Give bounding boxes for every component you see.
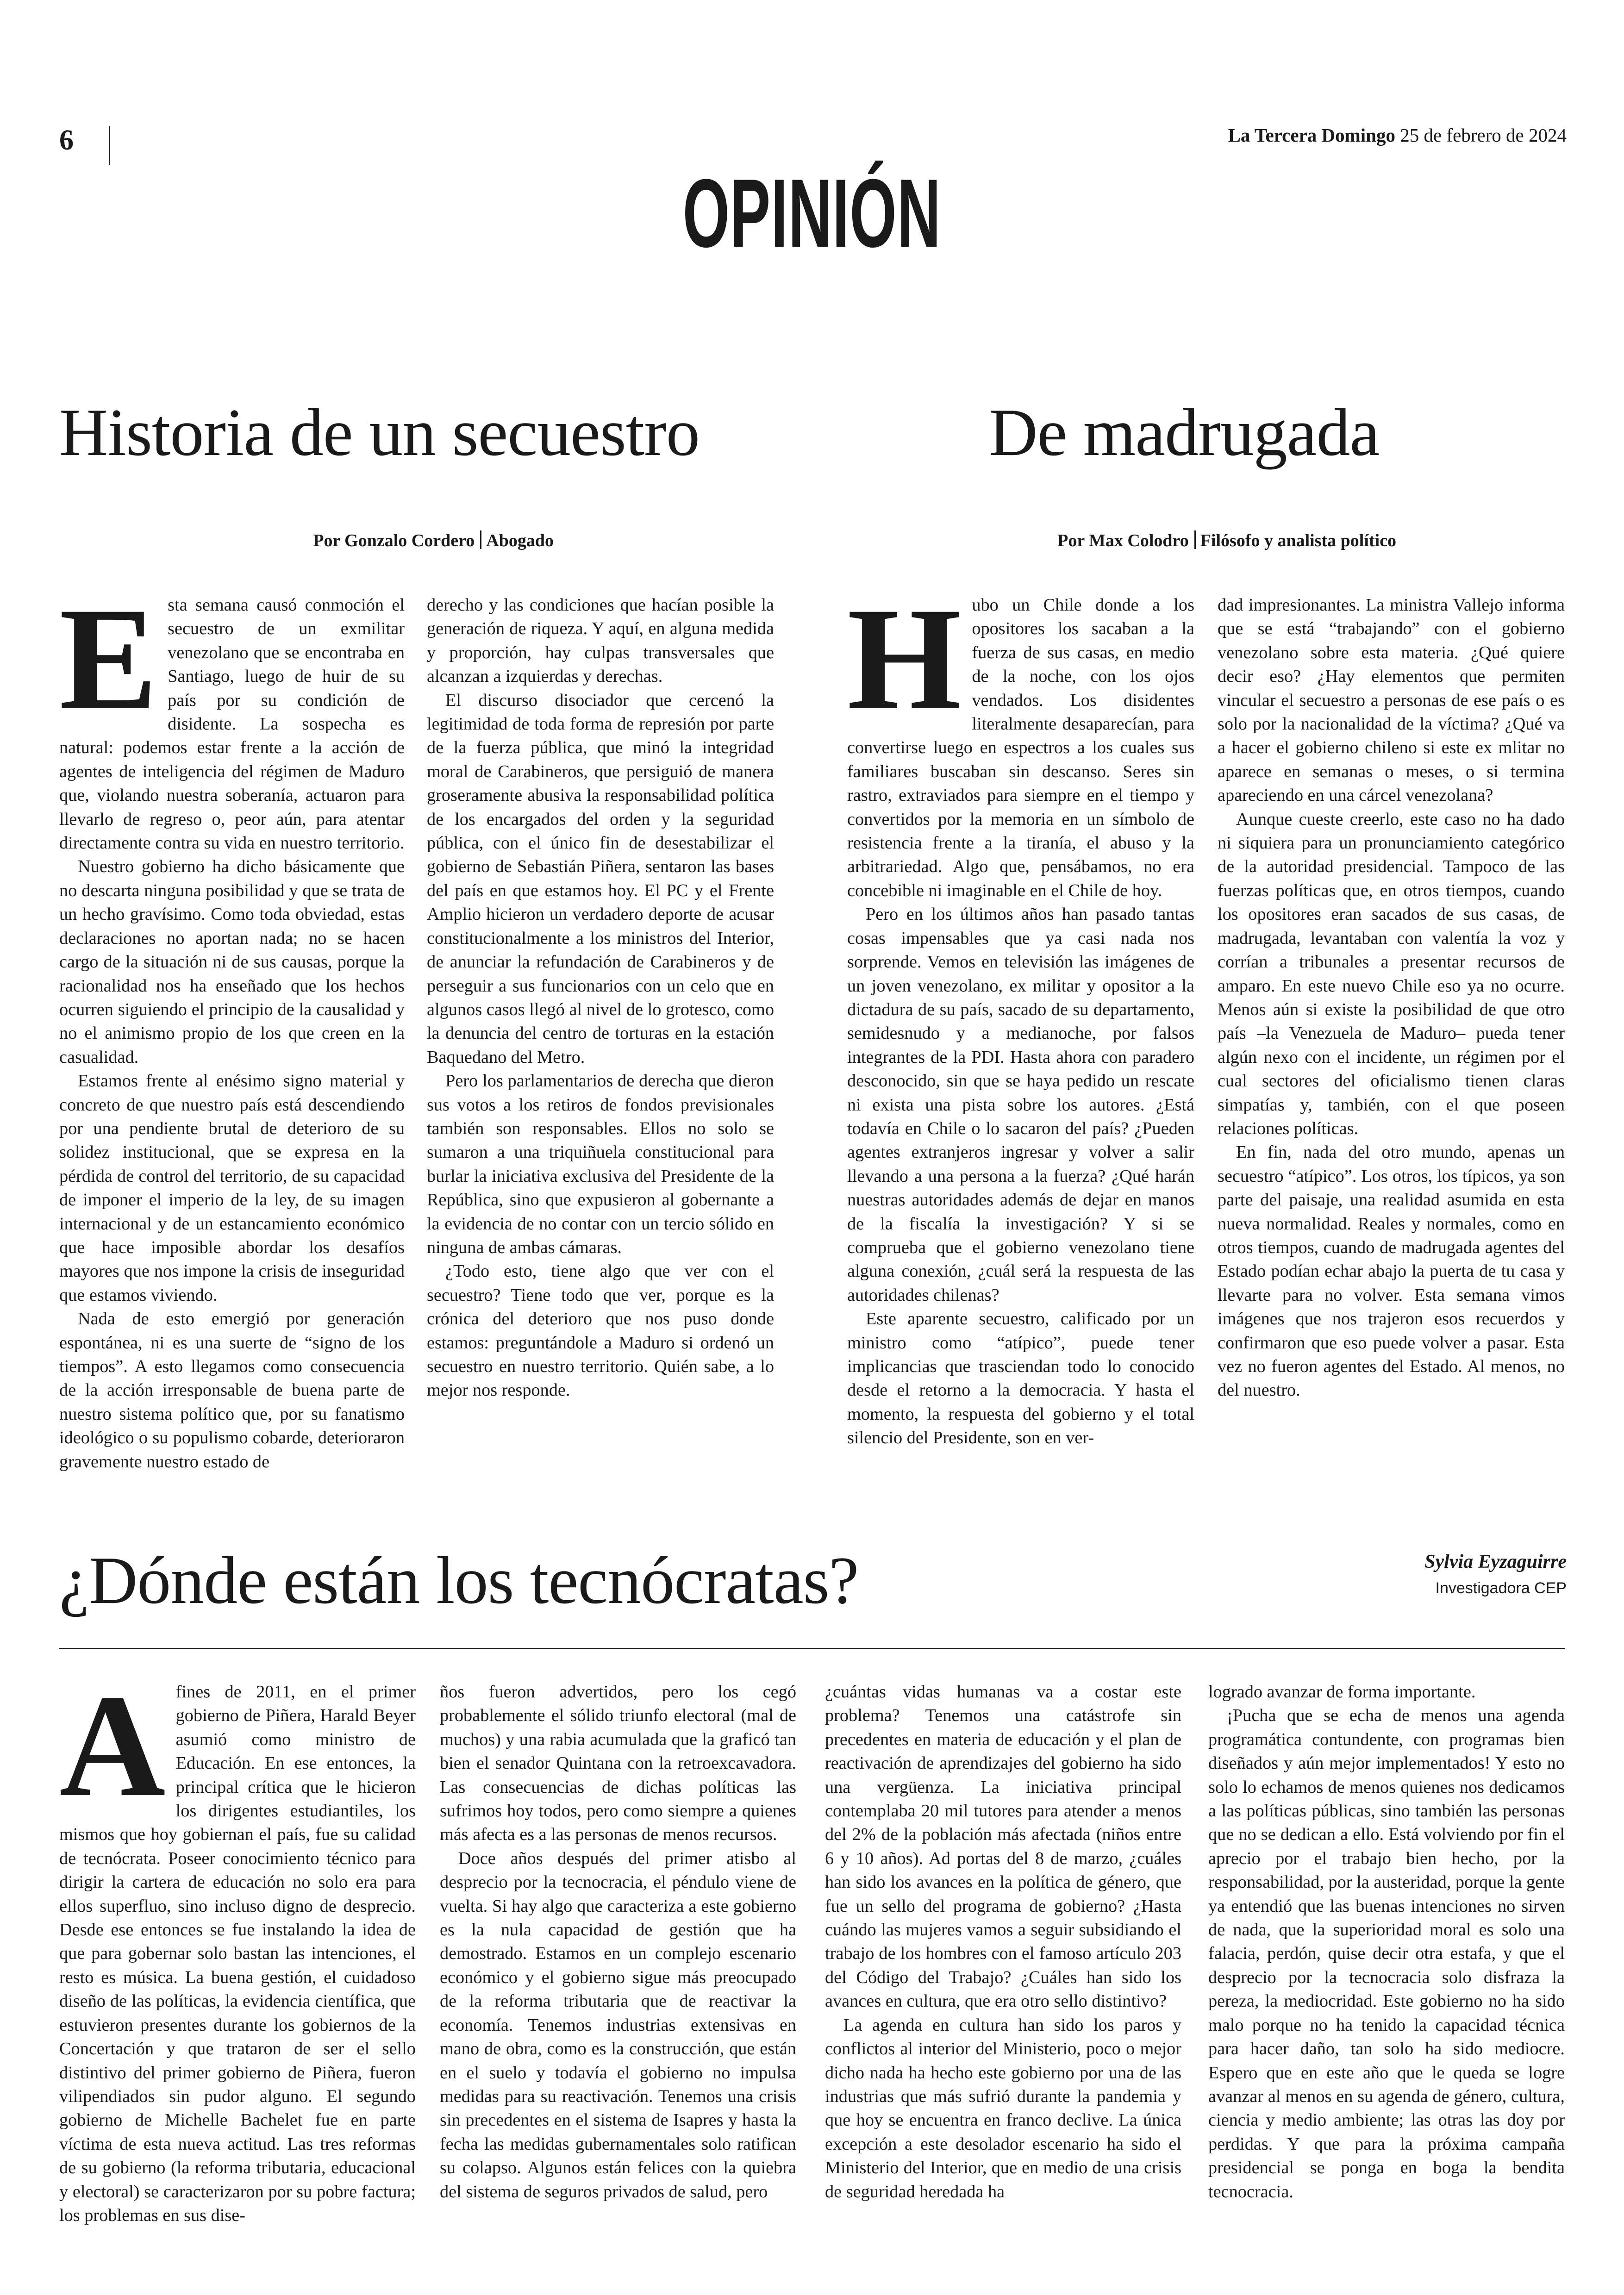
- article2-author: Por Max Colodro: [1057, 531, 1189, 550]
- article2-byline: [1057, 530, 1396, 551]
- paragraph: Nuestro gobierno ha dicho básicamente que no descarta ninguna posibilidad y que se trata de un hecho gravísimo. Como toda obviedad, estas declaraciones no aportan nada; no se hacen cargo de la situación ni de sus causas, porque la racionalidad nos ha enseñado que los hechos ocurren siguiendo el principio de la causalidad y no el animismo propio de los que creen en la casualidad.: [59, 857, 405, 1067]
- paragraph: logrado avanzar de forma importante.: [1208, 1682, 1476, 1702]
- article1-dropcap: E: [59, 577, 158, 740]
- article3-column-3: [825, 1680, 1181, 2199]
- page-number: 6: [59, 125, 74, 156]
- paragraph: En fin, nada del otro mundo, apenas un secuestro “atípico”. Los otros, los típicos, ya son parte del paisaje, una realidad asumida en esta nueva normalidad. Reales y normales, como en otros tiempos, cuando de madrugada agentes del Estado podían echar abajo la puerta de tu casa y llevarte para no volver. Esta semana vimos imágenes que nos trajeron esos recuerdos y confirmaron que eso puede volver a pasar. Esta vez no fueron agentes del Estado. Al menos, no del nuestro.: [1218, 1142, 1565, 1400]
- issue-date: 25 de febrero de 2024: [1400, 125, 1567, 146]
- paragraph: Este aparente secuestro, calificado por un ministro como “atípico”, puede tener implicancias que trasciendan todo lo conocido desde el retorno a la democracia. Y hasta el momento, la respuesta del gobierno y el total silencio del Presidente, son en ver-: [847, 1309, 1194, 1448]
- paragraph: ños fueron advertidos, pero los cegó probablemente el sólido triunfo electoral (mal de muchos) y una rabia acumulada que la graficó tan bien el senador Quintana con la retroexcavadora. Las consecuencias de dichas políticas las sufrimos hoy todos, pero como siempre a quienes más afecta es a las personas de menos recursos.: [440, 1682, 796, 1845]
- article2-title: De madrugada: [989, 395, 1380, 470]
- paragraph: Aunque cueste creerlo, este caso no ha dado ni siquiera para un pronunciamiento categórico de la autoridad presidencial. Tampoco de las fuerzas políticas que, en otros tiempos, cuando los opositores eran sacados de sus casas, de madrugada, levantaban con valentía la voz y corrían a tribunales a presentar recursos de amparo. En este nuevo Chile eso ya no ocurre. Menos aún si existe la posibilidad de que otro país –la Venezuela de Maduro– pueda tener algún nexo con el incidente, un régimen por el cual sectores del oficialismo tienen claras simpatías y, también, con el que poseen relaciones políticas.: [1218, 809, 1565, 1138]
- article1-title: Historia de un secuestro: [59, 395, 700, 470]
- paragraph: Doce años después del primer atisbo al desprecio por la tecnocracia, el péndulo viene de vuelta. Si hay algo que caracteriza a este gobierno es la nula capacidad de gestión que ha demostrado. Estamos en un complejo escenario económico y el gobierno sigue más preocupado de la reforma tributaria que de reactivar la economía. Tenemos industrias extensivas en mano de obra, como es la construcción, que están en el suelo y todavía el gobierno no impulsa medidas para su reactivación. Tenemos una crisis sin precedentes en el sistema de Isapres y hasta la fecha las medidas gubernamentales solo ratifican su colapso. Algunos están felices con la quiebra del sistema de seguros privados de salud, pero: [440, 1848, 796, 2201]
- paragraph: ¿Todo esto, tiene algo que ver con el secuestro? Tiene todo que ver, porque es la crónica del deterioro que nos puso donde estamos: preguntándole a Maduro si ordenó un secuestro en nuestro territorio. Quién sabe, a lo mejor nos responde.: [427, 1261, 774, 1400]
- page-number-divider: [109, 126, 110, 165]
- paragraph: ubo un Chile donde a los opositores los sacaban a la fuerza de sus casas, en medio de la noche, con los ojos vendados. Los disidentes literalmente desaparecían, para convertirse luego en espectros a los cuales sus familiares buscaban sin descanso. Seres sin rastro, extraviados para siempre en el tiempo y convertidos por la memoria en un símbolo de resistencia frente a la tiranía, el abuso y la arbitrariedad. Algo que, pensábamos, no era concebible ni imaginable en el Chile de hoy.: [847, 595, 1194, 900]
- article3-author-role: Investigadora CEP: [1435, 1579, 1567, 1597]
- article3-dropcap: A: [59, 1664, 166, 1827]
- article1-byline: [313, 530, 554, 551]
- newspaper-name: La Tercera Domingo: [1228, 125, 1395, 146]
- section-title: OPINIÓN: [682, 159, 942, 268]
- article2-column-2: [1218, 593, 1565, 1431]
- article3-title: ¿Dónde están los tecnócratas?: [59, 1543, 859, 1618]
- paragraph: La agenda en cultura han sido los paros y conflictos al interior del Ministerio, poco o mejor dicho nada ha hecho este gobierno por una de las industrias que más sufrió durante la pandemia y que hoy se encuentra en franco declive. La única excepción a este desolador escenario ha sido el Ministerio del Interior, que en medio de una crisis de seguridad heredada ha: [825, 2015, 1181, 2201]
- article3-column-4: [1208, 1680, 1565, 2199]
- article2-dropcap: H: [847, 577, 962, 740]
- article1-author: Por Gonzalo Cordero: [313, 531, 475, 550]
- paragraph: Pero en los últimos años han pasado tantas cosas impensables que ya casi nada nos sorprende. Vemos en televisión las imágenes de un joven venezolano, ex militar y opositor a la dictadura de su país, sacado de su departamento, semidesnudo y a medianoche, por falsos integrantes de la PDI. Hasta ahora con paradero desconocido, sin que se haya pedido un rescate ni exista una pista sobre los autores. ¿Está todavía en Chile o lo sacaron del país? ¿Pueden agentes extranjeros ingresar y volver a salir llevando a una persona a la fuerza? ¿Qué harán nuestras autoridades además de dejar en manos de la fiscalía la investigación? Y si se comprueba que el gobierno venezolano tiene alguna conexión, ¿cuál será la respuesta de las autoridades chilenas?: [847, 904, 1194, 1305]
- paragraph: ¡Pucha que se echa de menos una agenda programática contundente, con programas bien diseñados y aún mejor implementados! Y esto no solo lo echamos de menos quienes nos dedicamos a las políticas públicas, sino también las personas que no se dedican a ello. Está volviendo por fin el aprecio por el trabajo bien hecho, por la responsabilidad, por la austeridad, porque la gente ya entendió que las buenas intenciones no sirven de nada, que la superioridad moral es solo una falacia, perdón, quise decir otra estafa, y que el desprecio por la tecnocracia solo disfraza la pereza, la mediocridad. Este gobierno no ha sido malo porque no ha tenido la capacidad técnica para hacer daño, tan solo ha sido mediocre. Espero que en este año que le queda se logre avanzar al menos en su agenda de género, cultura, ciencia y medio ambiente; las otras las doy por perdidas. Y que para la próxima campaña presidencial se ponga en boga la bendita tecnocracia.: [1208, 1706, 1565, 2201]
- article2-column-1: [847, 577, 1194, 1448]
- paragraph: Estamos frente al enésimo signo material y concreto de que nuestro país está descendiendo por una pendiente brutal de deterioro de su solidez institucional, que se expresa en la pérdida de control del territorio, de su capacidad de imponer el imperio de la ley, de su imagen internacional y de un estancamiento económico que hace imposible abordar los desafíos mayores que nos impone la crisis de inseguridad que estamos viviendo.: [59, 1071, 405, 1305]
- paragraph: El discurso disociador que cercenó la legitimidad de toda forma de represión por parte de la fuerza pública, que minó la integridad moral de Carabineros, que persiguió de manera groseramente abusiva la responsabilidad política de los encargados del orden y la seguridad pública, con el único fin de desestabilizar el gobierno de Sebastián Piñera, sentaron las bases del país en que estamos hoy. El PC y el Frente Amplio hicieron un verdadero deporte de acusar constitucionalmente a los ministros del Interior, de anunciar la refundación de Carabineros y de perseguir a sus funcionarios con un celo que en algunos casos llegó al nivel de lo grotesco, como la denuncia del centro de torturas en la estación Baquedano del Metro.: [427, 690, 774, 1067]
- article3-column-1: [59, 1664, 416, 2225]
- paragraph: Pero los parlamentarios de derecha que dieron sus votos a los retiros de fondos previsionales también son responsables. Ellos no solo se sumaron a una triquiñuela constitucional para burlar la iniciativa exclusiva del Presidente de la República, sino que expusieron al gobernante a la evidencia de no contar con un tercio sólido en ninguna de ambas cámaras.: [427, 1071, 774, 1257]
- byline-separator: [480, 530, 481, 549]
- article1-author-role: Abogado: [486, 531, 554, 550]
- paragraph: fines de 2011, en el primer gobierno de Piñera, Harald Beyer asumió como ministro de Educación. En ese entonces, la principal crítica que le hicieron los dirigentes estudiantiles, los mismos que hoy gobiernan el país, fue su calidad de tecnócrata. Poseer conocimiento técnico para dirigir la cartera de educación no solo era para ellos superfluo, sino incluso digno de desprecio. Desde ese entonces se fue instalando la idea de que para gobernar solo bastan las intenciones, el resto es música. La buena gestión, el cuidadoso diseño de las políticas, la evidencia científica, que estuvieron presentes durante los gobiernos de la Concertación y que trataron de ser el sello distintivo del primer gobierno de Piñera, fueron vilipendiados sin pudor alguno. El segundo gobierno de Michelle Bachelet fue en parte víctima de esta nueva actitud. Las tres reformas de su gobierno (la reforma tributaria, educacional y electoral) se caracterizaron por su pobre factura; los problemas en sus dise-: [59, 1682, 416, 2225]
- article1-column-1: [59, 577, 405, 1472]
- masthead: [1228, 124, 1567, 146]
- article3-column-2: [440, 1680, 796, 2199]
- paragraph: derecho y las condiciones que hacían posible la generación de riqueza. Y aquí, en alguna medida y proporción, hay culpas transversales que alcanzan a izquierdas y derechas.: [427, 595, 774, 686]
- paragraph: dad impresionantes. La ministra Vallejo informa que se está “trabajando” con el gobierno venezolano sobre esta materia. ¿Qué quiere decir eso? ¿Hay elementos que permiten vincular el secuestro a personas de ese país o es solo por la nacionalidad de la víctima? ¿Qué va a hacer el gobierno chileno si este ex mlitar no aparece en semanas o meses, o si termina apareciendo en una cárcel venezolana?: [1218, 595, 1565, 805]
- byline-separator: [1194, 530, 1196, 549]
- article2-author-role: Filósofo y analista político: [1200, 531, 1396, 550]
- article3-author: Sylvia Eyzaguirre: [1424, 1551, 1567, 1572]
- paragraph: sta semana causó conmoción el secuestro de un exmilitar venezolano que se encontraba en Santiago, luego de huir de su país por su condición de disidente. La sospecha es natural: podemos estar frente a la acción de agentes de inteligencia del régimen de Maduro que, violando nuestra soberanía, actuaron para llevarlo de regreso o, peor aún, para atentar directamente contra su vida en nuestro territorio.: [59, 595, 405, 853]
- article3-divider-rule: [59, 1648, 1565, 1649]
- paragraph: Nada de esto emergió por generación espontánea, ni es una suerte de “signo de los tiempos”. A esto llegamos como consecuencia de la acción irresponsable de buena parte de nuestro sistema político que, por su fanatismo ideológico o su populismo cobarde, deterioraron gravemente nuestro estado de: [59, 1309, 405, 1472]
- paragraph: ¿cuántas vidas humanas va a costar este problema? Tenemos una catástrofe sin precedentes en materia de educación y el plan de reactivación de aprendizajes del gobierno ha sido una vergüenza. La iniciativa principal contemplaba 20 mil tutores para atender a menos del 2% de la población más afectada (niños entre 6 y 10 años). Ad portas del 8 de marzo, ¿cuáles han sido los avances en la política de género, que fue un sello del programa de gobierno? ¿Hasta cuándo las mujeres vamos a seguir subsidiando el trabajo de los hombres con el famoso artículo 203 del Código del Trabajo? ¿Cuáles han sido los avances en cultura, que era otro sello distintivo?: [825, 1682, 1181, 2011]
- article1-column-2: [427, 593, 774, 1431]
